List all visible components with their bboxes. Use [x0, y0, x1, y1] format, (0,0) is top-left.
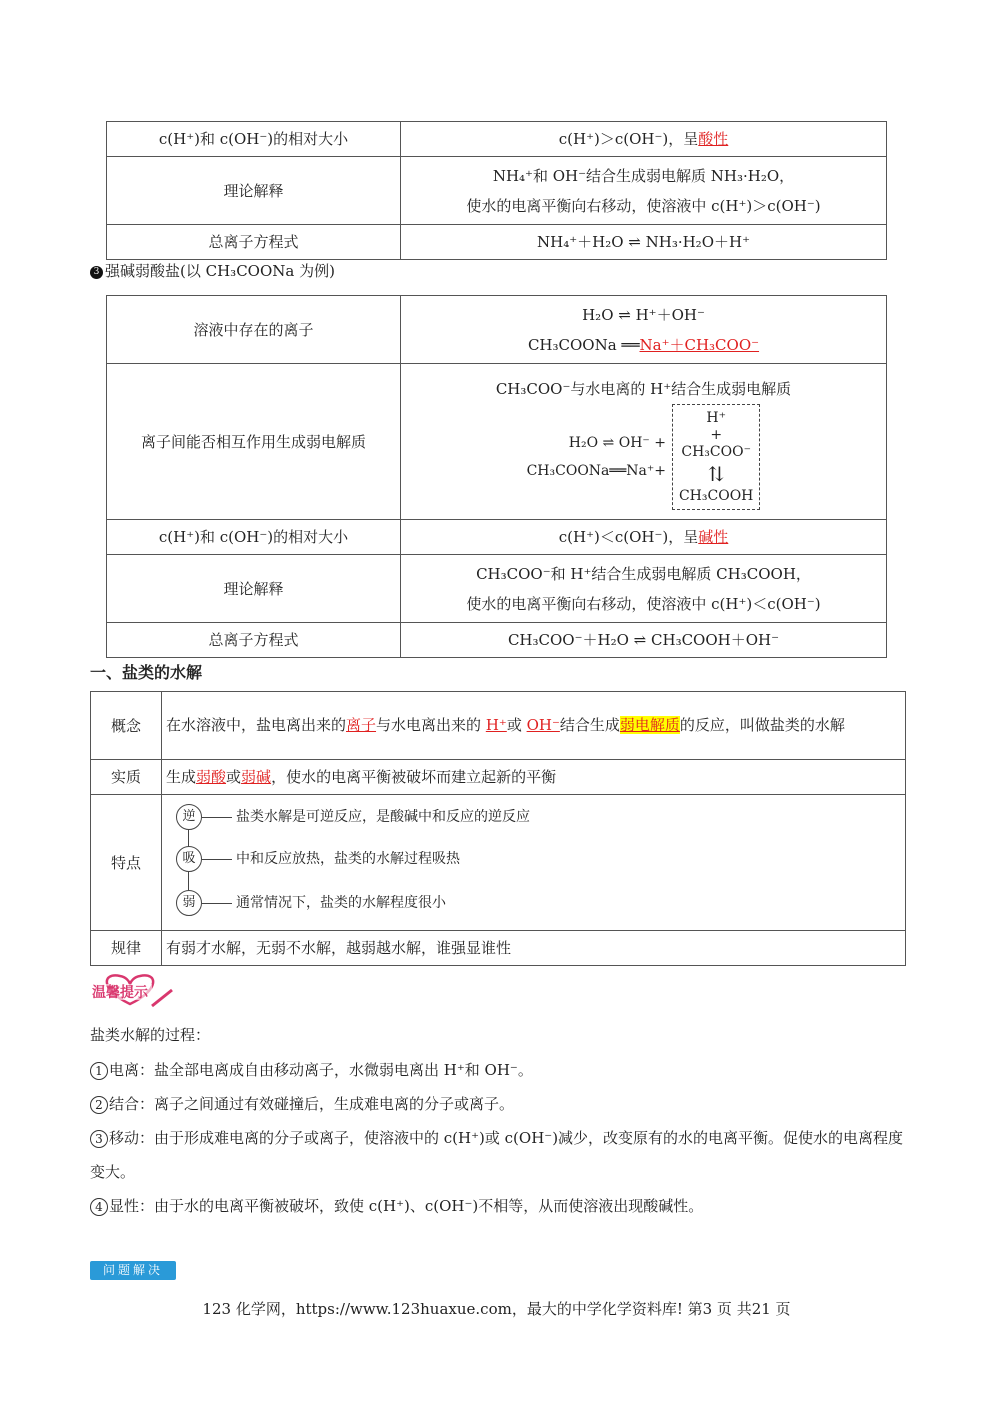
dashed-box: H⁺ + CH₃COO⁻ ⇅ CH₃COOH — [672, 404, 760, 510]
tip-item: 4 显性：由于水的电离平衡被破坏，致使 c(H⁺)、c(OH⁻)不相等，从而使溶液出现酸碱性。 — [90, 1189, 905, 1223]
cell-value-equation: NH₄⁺＋H₂O ⇌ NH₃·H₂O＋H⁺ — [401, 225, 887, 260]
table-salt-hydrolysis — [90, 691, 906, 966]
hydrolysis-diagram: H₂O ⇌ OH⁻ + CH₃COONa══Na⁺+ H⁺ + CH₃COO⁻ ⇅ CH₃COOH — [527, 404, 761, 510]
tip-item: 1 电离：盐全部电离成自由移动离子，水微弱电离出 H⁺和 OH⁻。 — [90, 1053, 905, 1087]
tip-item: 3 移动：由于形成难电离的分子或离子，使溶液中的 c(H⁺)或 c(OH⁻)减少，改变原有的水的电离平衡。促使水的电离程度变大。 — [90, 1129, 904, 1181]
table-ammonium-summary — [106, 121, 887, 260]
mark-weak: 弱 — [176, 890, 202, 916]
cell-essence: 生成弱酸或弱碱，使水的电离平衡被破坏而建立起新的平衡 — [162, 760, 906, 795]
table-sodium-acetate — [106, 295, 887, 658]
cell-value-relative: c(H⁺)＞c(OH⁻)，呈酸性 — [401, 122, 887, 157]
page-footer: 123 化学网，https://www.123huaxue.com，最大的中学化学资料库! 第3 页 共21 页 — [202, 1300, 791, 1318]
mark-endothermic: 吸 — [176, 846, 202, 872]
cell-key-essence: 实质 — [91, 760, 162, 795]
tip-title: 盐类水解的过程： — [90, 1026, 211, 1044]
cell-label-relative-b: c(H⁺)和 c(OH⁻)的相对大小 — [107, 520, 401, 555]
cell-label-interaction: 离子间能否相互作用生成弱电解质 — [107, 364, 401, 520]
bullet-icon: 3 — [90, 266, 103, 279]
cell-value-ions: H₂O ⇌ H⁺＋OH⁻ CH₃COONa ══Na⁺＋CH₃COO⁻ — [401, 296, 887, 364]
equilibrium-arrow-icon: ⇅ — [707, 461, 725, 486]
cell-value-equation-b: CH₃COO⁻＋H₂O ⇌ CH₃COOH＋OH⁻ — [401, 623, 887, 658]
cell-value-theory-b: CH₃COO⁻和 H⁺结合生成弱电解质 CH₃COOH， 使水的电离平衡向右移动，使溶液中 c(H⁺)＜c(OH⁻) — [401, 555, 887, 623]
problem-solving-badge: 问题解决 — [90, 1261, 176, 1280]
feature-text: 盐类水解是可逆反应，是酸碱中和反应的逆反应 — [236, 808, 530, 825]
cell-label-relative: c(H⁺)和 c(OH⁻)的相对大小 — [107, 122, 401, 157]
section-heading: 一、盐类的水解 — [90, 663, 203, 682]
cell-features — [162, 795, 906, 931]
cell-key-features: 特点 — [91, 795, 162, 931]
feature-text: 通常情况下，盐类的水解程度很小 — [236, 894, 446, 911]
cell-label-equation: 总离子方程式 — [107, 225, 401, 260]
warm-tip-icon — [90, 970, 180, 1012]
features-diagram — [162, 798, 905, 928]
svg-text:温馨提示: 温馨提示 — [92, 985, 148, 1001]
cell-label-ions: 溶液中存在的离子 — [107, 296, 401, 364]
cell-concept: 在水溶液中，盐电离出来的离子与水电离出来的 H⁺或 OH⁻结合生成弱电解质的反应，叫做盐类的水解 — [162, 692, 906, 760]
cell-value-interaction: CH₃COO⁻与水电离的 H⁺结合生成弱电解质 H₂O ⇌ OH⁻ + CH₃COONa══Na⁺+ H⁺ + CH₃COO⁻ ⇅ CH₃COOH — [401, 364, 887, 520]
cell-key-rule: 规律 — [91, 931, 162, 966]
cell-key-concept: 概念 — [91, 692, 162, 760]
section-strong-base-weak-acid: 3 强碱弱酸盐(以 CH₃COONa 为例) — [90, 260, 335, 281]
cell-label-equation-b: 总离子方程式 — [107, 623, 401, 658]
mark-reversible: 逆 — [176, 804, 202, 830]
tip-item: 2 结合：离子之间通过有效碰撞后，生成难电离的分子或离子。 — [90, 1087, 905, 1121]
cell-label-theory-b: 理论解释 — [107, 555, 401, 623]
cell-rule: 有弱才水解，无弱不水解，越弱越水解，谁强显谁性 — [162, 931, 906, 966]
cell-value-relative-b: c(H⁺)＜c(OH⁻)，呈碱性 — [401, 520, 887, 555]
cell-label-theory: 理论解释 — [107, 157, 401, 225]
feature-text: 中和反应放热，盐类的水解过程吸热 — [236, 850, 460, 867]
cell-value-theory: NH₄⁺和 OH⁻结合生成弱电解质 NH₃·H₂O， 使水的电离平衡向右移动，使溶液中 c(H⁺)＞c(OH⁻) — [401, 157, 887, 225]
